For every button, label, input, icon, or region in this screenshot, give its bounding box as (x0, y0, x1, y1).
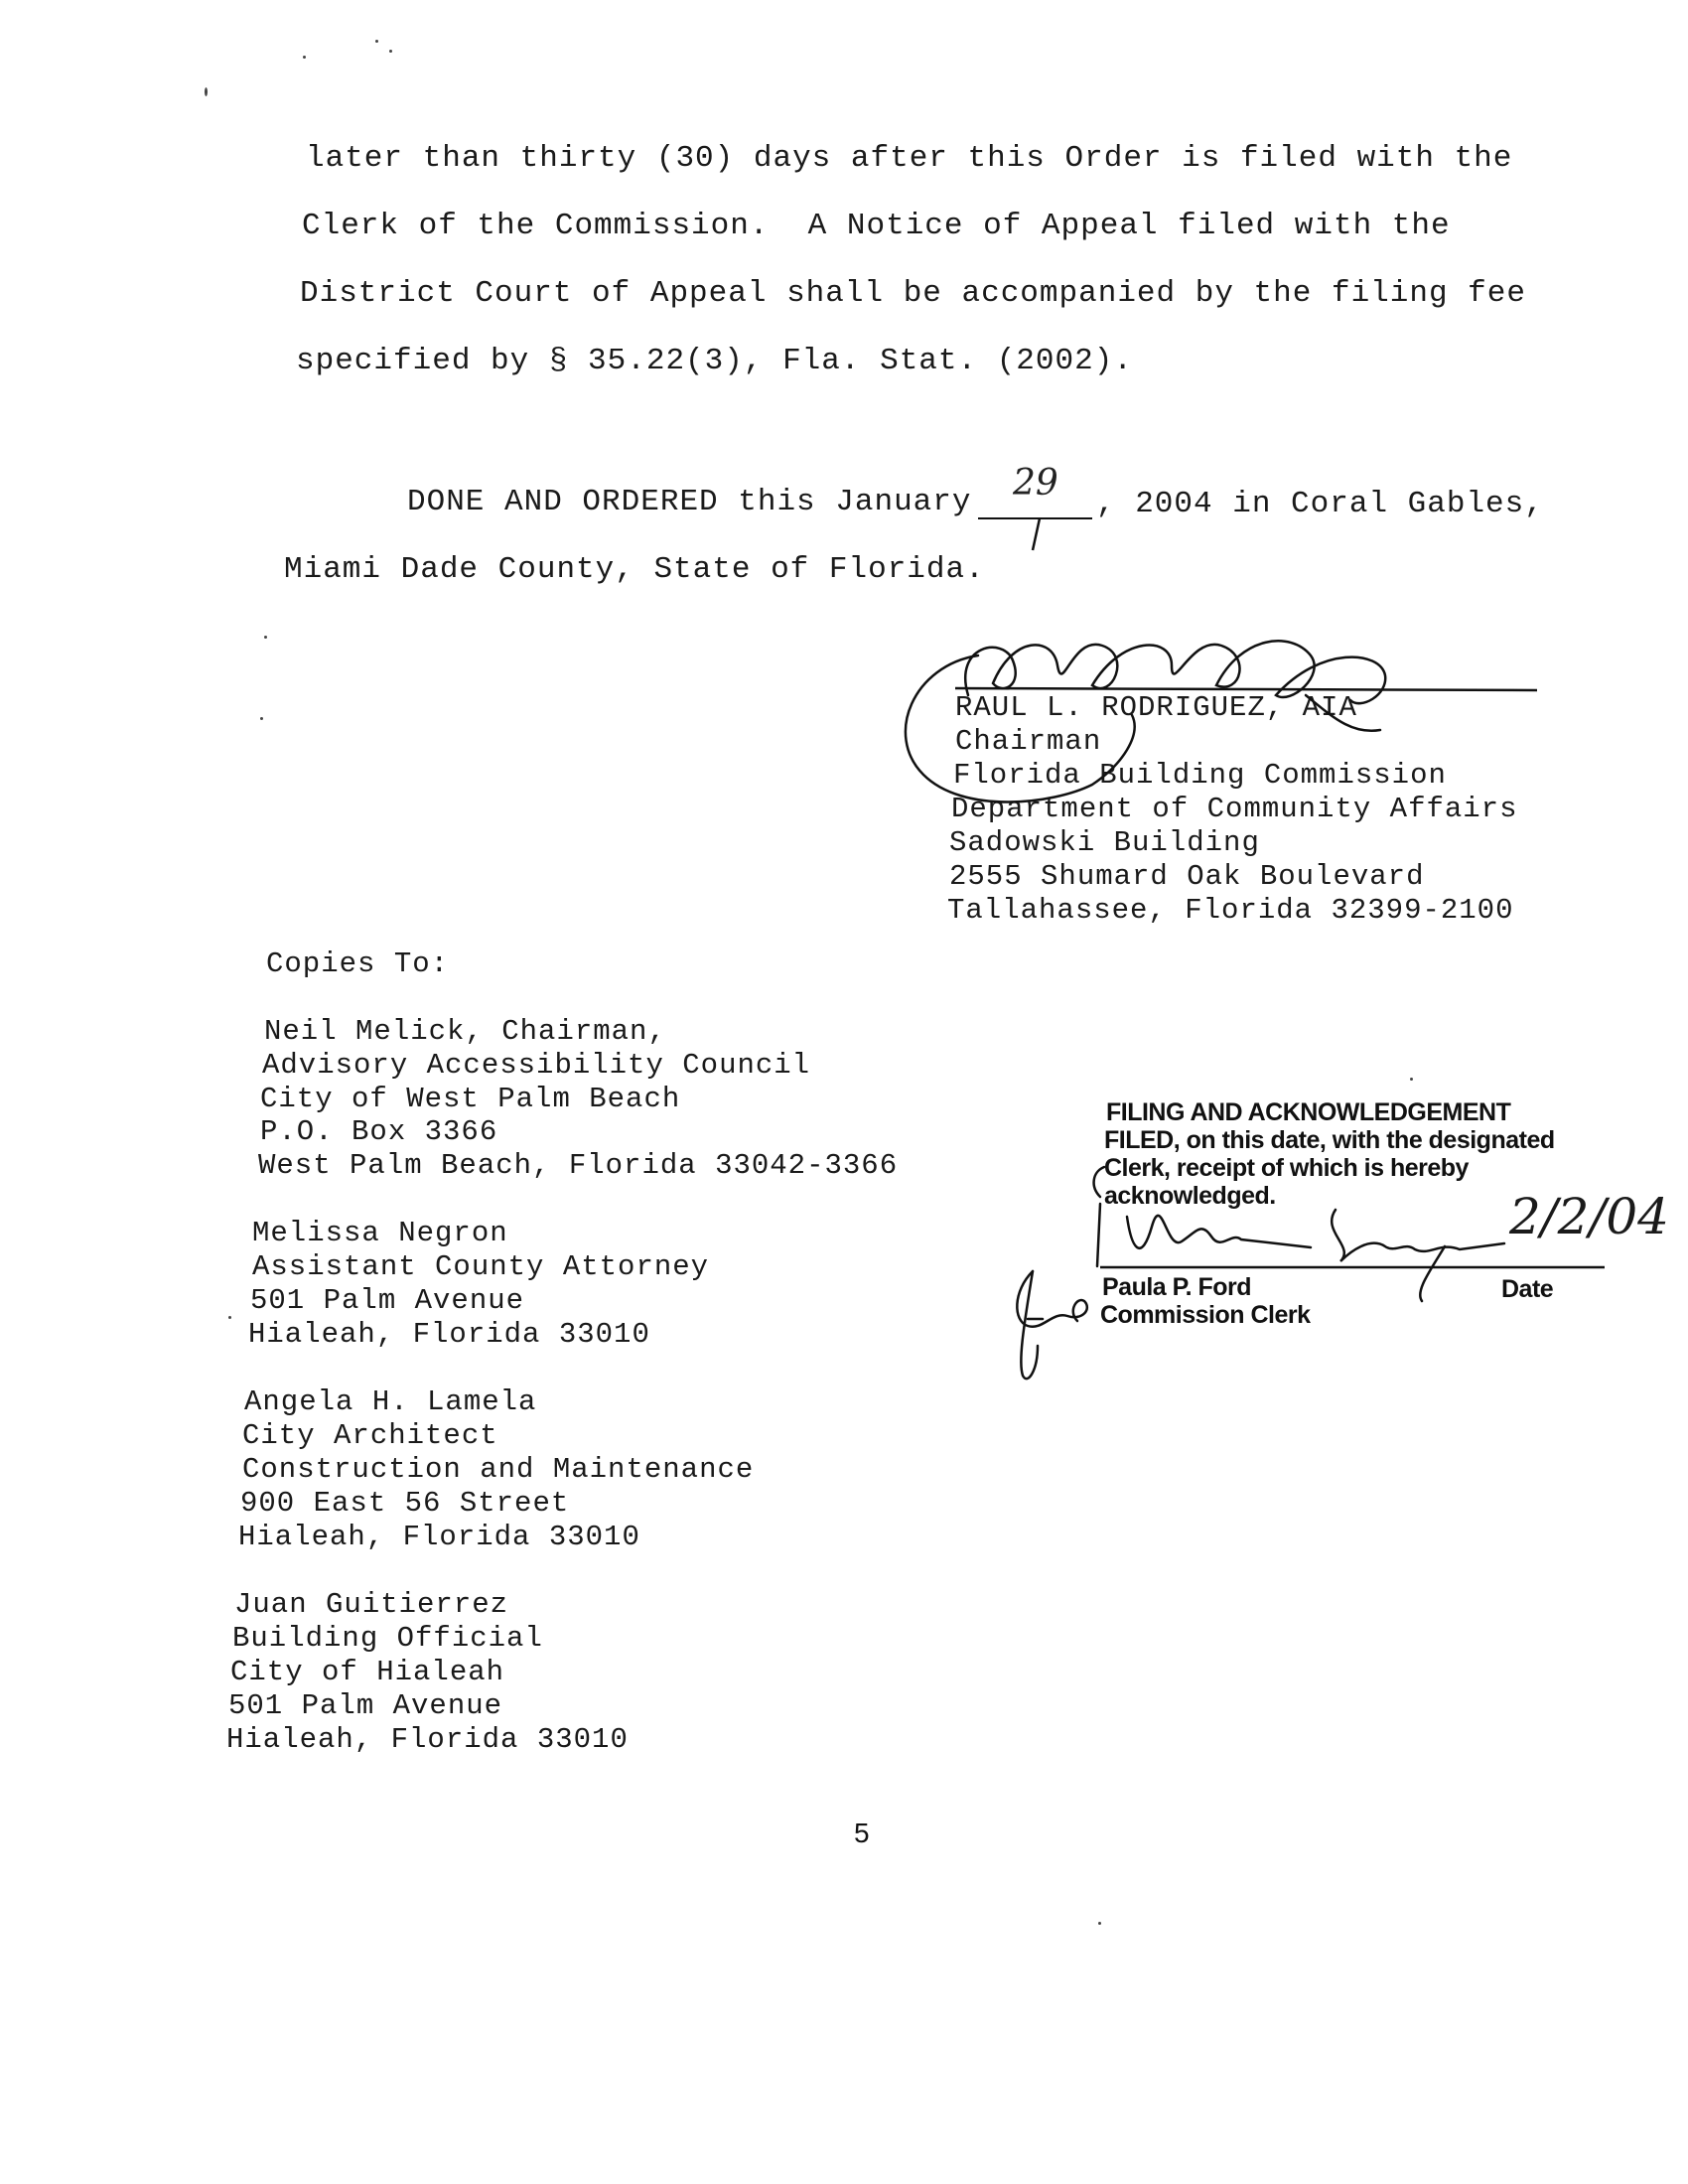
recipient-line: Construction and Maintenance (242, 1453, 755, 1486)
filing-stamp-signer-title: Commission Clerk (1100, 1301, 1311, 1329)
filing-stamp-title: FILING AND ACKNOWLEDGEMENT (1106, 1098, 1511, 1126)
done-ordered-suffix: , 2004 in Coral Gables, (1096, 487, 1544, 521)
signer-street: 2555 Shumard Oak Boulevard (949, 860, 1425, 893)
filing-stamp-signer: Paula P. Ford (1102, 1273, 1252, 1301)
recipient-line: Neil Melick, Chairman, (264, 1015, 666, 1048)
recipient-line: Juan Guitierrez (234, 1588, 509, 1621)
filing-stamp-line: acknowledged. (1104, 1182, 1276, 1210)
signer-org: Florida Building Commission (953, 759, 1447, 792)
recipient-line: City of West Palm Beach (260, 1083, 681, 1115)
filing-stamp-date-label: Date (1501, 1275, 1554, 1303)
paragraph-line: specified by § 35.22(3), Fla. Stat. (2002). (296, 344, 1133, 378)
signer-name: RAUL L. RODRIGUEZ, AIA (955, 691, 1357, 724)
paragraph-line: later than thirty (30) days after this Order is filed with the (306, 141, 1513, 176)
copies-heading: Copies To: (266, 947, 450, 980)
filing-stamp-line: FILED, on this date, with the designated (1104, 1126, 1555, 1154)
clerk-signature (1017, 1167, 1504, 1379)
signer-city: Tallahassee, Florida 32399-2100 (947, 894, 1514, 927)
done-ordered-line2: Miami Dade County, State of Florida. (284, 552, 985, 587)
recipient-line: Assistant County Attorney (252, 1250, 710, 1283)
done-ordered-day: 29 (1013, 463, 1058, 504)
recipient-line: Hialeah, Florida 33010 (238, 1521, 640, 1553)
paragraph-line: Clerk of the Commission. A Notice of Appeal filed with the (302, 209, 1451, 243)
recipient-line: P.O. Box 3366 (260, 1115, 498, 1148)
filing-stamp-line: Clerk, receipt of which is hereby (1104, 1154, 1469, 1182)
recipient-line: Hialeah, Florida 33010 (248, 1318, 650, 1351)
chairman-signature (906, 641, 1385, 801)
recipient-line: Melissa Negron (252, 1217, 508, 1249)
recipient-line: Hialeah, Florida 33010 (226, 1723, 629, 1756)
recipient-line: 501 Palm Avenue (250, 1284, 525, 1317)
filing-stamp-date: 2/2/04 (1509, 1188, 1669, 1245)
recipient-line: Angela H. Lamela (244, 1385, 537, 1418)
recipient-line: Advisory Accessibility Council (262, 1049, 811, 1082)
paragraph-line: District Court of Appeal shall be accompanied by the filing fee (300, 276, 1526, 311)
done-ordered-prefix: DONE AND ORDERED this January (407, 485, 972, 519)
date-underline-tail (1033, 518, 1040, 550)
recipient-line: City Architect (242, 1419, 498, 1452)
recipient-line: West Palm Beach, Florida 33042-3366 (258, 1149, 899, 1182)
page-number: 5 (854, 1818, 870, 1848)
chairman-signature-line (955, 688, 1537, 690)
recipient-line: 501 Palm Avenue (228, 1689, 503, 1722)
signer-dept: Department of Community Affairs (951, 793, 1518, 825)
signer-title: Chairman (955, 725, 1102, 758)
recipient-line: City of Hialeah (230, 1656, 505, 1688)
signer-building: Sadowski Building (949, 826, 1260, 859)
recipient-line: Building Official (232, 1622, 543, 1655)
recipient-line: 900 East 56 Street (240, 1487, 570, 1520)
